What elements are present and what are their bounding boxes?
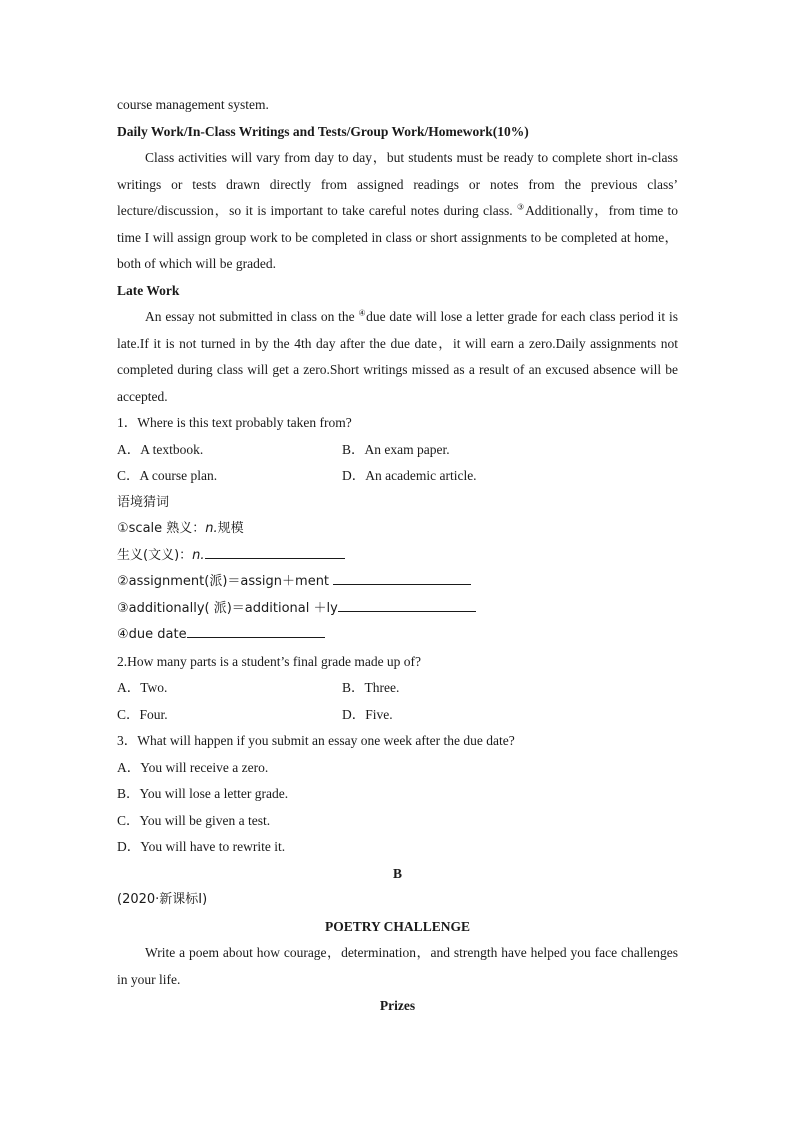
vocab-title: 语境猜词 (117, 494, 170, 510)
vocab-text: ①scale 熟义： (117, 521, 206, 536)
vocab-item (117, 543, 678, 570)
option: A．You will receive a zero. (117, 759, 269, 775)
vocab-text: ③additionally( 派)＝additional ＋ly (117, 600, 338, 616)
option: C．A course plan. (117, 468, 218, 483)
answer-blank[interactable] (333, 570, 471, 585)
question-stem: 3．What will happen if you submit an essay one week after the due date? (117, 733, 515, 748)
vocab-item (117, 596, 678, 623)
option: A．Two. (117, 680, 168, 695)
answer-blank[interactable] (187, 623, 325, 638)
option-row (117, 463, 678, 490)
answer-blank[interactable] (338, 597, 476, 612)
option: D．You will have to rewrite it. (117, 839, 286, 854)
vocab-text: ②assignment(派)＝assign＋ment (117, 574, 334, 589)
vocab-item (117, 569, 678, 596)
question-stem: 2.How many parts is a student’s final grade made up of? (117, 653, 422, 669)
paragraph-text: Additionally，from time to time I will assign group work to be completed in class or short assignments to be completed at home，both of which will be graded. (117, 203, 679, 271)
option: C．Four. (117, 706, 168, 722)
paragraph-intro: Write a poem about how courage，determination，and strength have helped you face challenges in your life. (117, 945, 678, 987)
option: D．An academic article. (342, 468, 477, 483)
answer-blank[interactable] (205, 544, 345, 559)
passage-label: B (392, 865, 402, 881)
part-of-speech: n. (205, 521, 218, 536)
paragraph-text: An essay not submitted in class on the (145, 309, 359, 324)
vocab-item (117, 516, 678, 543)
vocab-text: ④due date (117, 627, 187, 642)
vocab-text: 生义(文义)： (117, 547, 193, 563)
document-page (117, 92, 678, 1020)
paragraph-text: Class activities will vary from day to day，but students must be ready to complete short in-class writings or tests drawn directly from assigned readings or notes from the previous class’ lecture/discussion，so it is important to take careful notes during class. (117, 150, 678, 218)
footnote-marker: ③ (516, 202, 526, 212)
paragraph-daily-work (117, 145, 678, 278)
question-stem: 1．Where is this text probably taken from? (117, 415, 352, 430)
passage-title: POETRY CHALLENGE (325, 918, 470, 934)
section-heading-prizes: Prizes (379, 998, 416, 1013)
option: D．Five. (342, 706, 393, 722)
section-heading-daily-work: Daily Work/In-Class Writings and Tests/Group Work/Homework(10%) (117, 123, 529, 139)
footnote-marker: ④ (358, 308, 367, 318)
section-heading-late-work: Late Work (117, 282, 180, 298)
source-note: (2020·新课标Ⅰ) (117, 892, 208, 907)
option: B．An exam paper. (342, 441, 450, 457)
option: A．A textbook. (117, 441, 204, 457)
option-row (117, 675, 678, 702)
option: B．Three. (342, 680, 400, 695)
option: C．You will be given a test. (117, 812, 271, 828)
vocab-text: 规模 (217, 521, 244, 536)
paragraph-text: due date will lose a letter grade for each class period it is late.If it is not turned in by the 4th day after the due date，it will earn a zero.Daily assignments not completed during class will get a zero.Short writings missed as a result of an excused absence will be accepted. (117, 309, 678, 404)
vocab-item (117, 622, 678, 649)
text-line: course management system. (117, 97, 269, 112)
option: B．You will lose a letter grade. (117, 786, 289, 801)
part-of-speech: n. (192, 547, 205, 563)
paragraph-late-work (117, 304, 678, 410)
option-row (117, 702, 678, 729)
option-row (117, 437, 678, 464)
